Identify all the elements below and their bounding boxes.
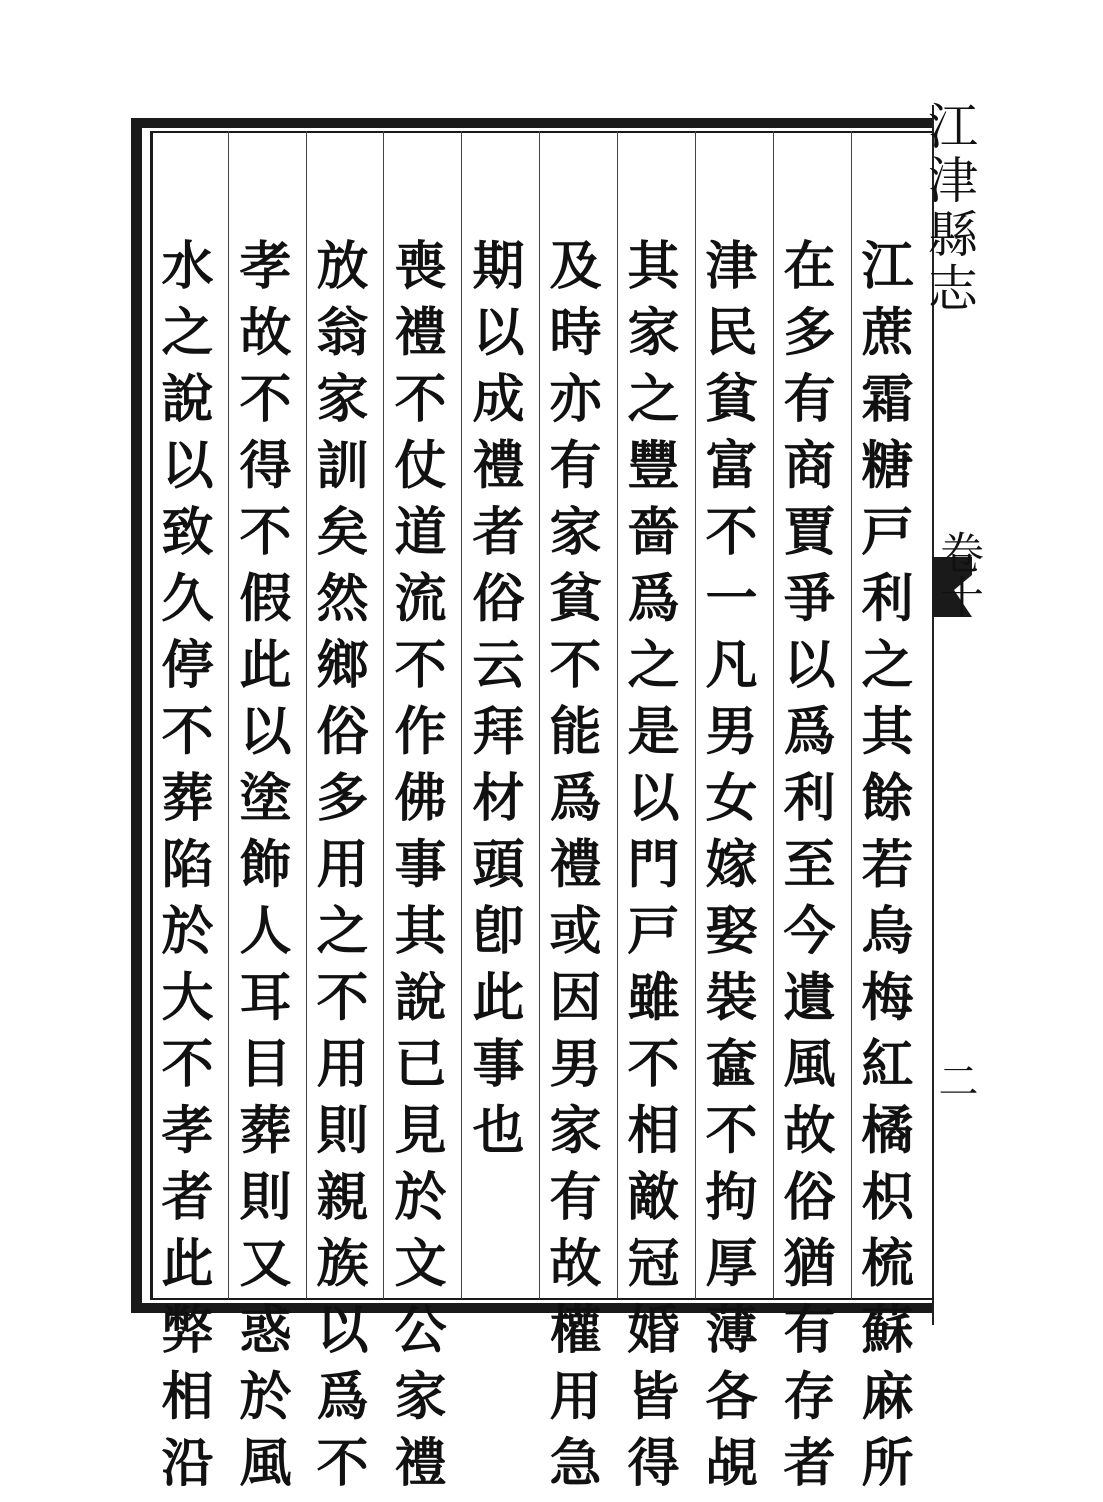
text-column-8: 放翁家訓矣然鄉俗多用之不用則親族以爲不 (307, 238, 368, 1502)
text-column-3: 津民貧富不一凡男女嫁娶裝奩不拘厚薄各覘 (696, 238, 757, 1502)
book-title: 江津縣志 (920, 100, 978, 316)
text-column-7: 喪禮不仗道流不作佛事其說已見於文公家禮 (385, 238, 446, 1502)
text-column-6: 期以成禮者俗云拜材頭卽此事也 (463, 238, 524, 1169)
column-rule (461, 131, 462, 1299)
page-number: 二 (932, 1060, 978, 1100)
text-column-4: 其家之豐嗇爲之是以門戸雖不相敵冠婚皆得 (618, 238, 679, 1502)
text-column-10: 水之說以致久停不葬陷於大不孝者此弊相沿 (152, 238, 213, 1502)
inner-frame-top (150, 131, 932, 133)
column-rule (383, 131, 384, 1299)
text-column-5: 及時亦有家貧不能爲禮或因男家有故權用急 (540, 238, 601, 1502)
column-rule (228, 131, 229, 1299)
text-column-9: 孝故不得不假此以塗飾人耳目葬則又惑於風 (230, 238, 291, 1502)
text-column-2: 在多有商賈爭以爲利至今遺風故俗猶有存者 (774, 238, 835, 1502)
volume-label: 卷十 (932, 530, 983, 618)
text-column-1: 江蔗霜糖戸利之其餘若烏梅紅橘枳梳蘇麻所 (852, 238, 913, 1502)
